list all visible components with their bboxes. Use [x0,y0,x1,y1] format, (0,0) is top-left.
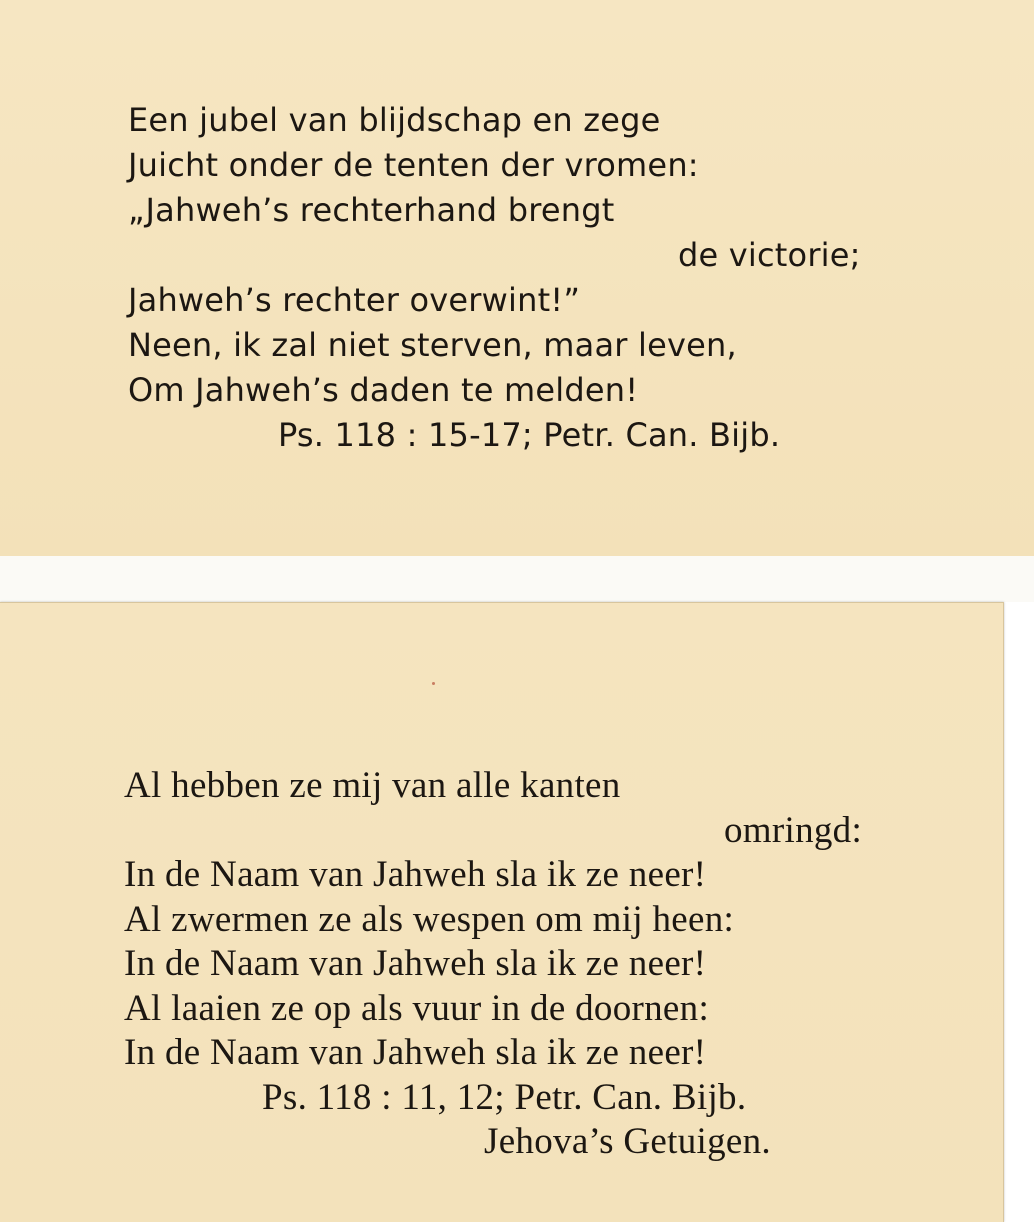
poem-line-indented: omringd: [724,809,863,851]
poem-line: Al laaien ze op als vuur in de doornen: [124,987,710,1029]
poem-line: Al hebben ze mij van alle kanten [124,765,621,806]
paper-speck [432,682,435,685]
top-poem [128,98,861,458]
bottom-poem [124,764,862,1165]
poem-line: Neen, ik zal niet sterven, maar leven, [128,326,737,364]
card-gap [0,556,1034,602]
poem-line-indented: de victorie; [678,236,861,274]
poem-line: „Jahweh’s rechterhand brengt [128,191,615,229]
signature-line: Jehova’s Getuigen. [484,1121,771,1162]
poem-line: In de Naam van Jahweh sla ik ze neer! [124,1032,707,1073]
poem-line: Jahweh’s rechter overwint!” [128,281,581,319]
poem-line: Juicht onder de tenten der vromen: [128,146,699,184]
poem-line: Al zwermen ze als wespen om mij heen: [124,898,735,940]
poem-line: Een jubel van blijdschap en zege [128,101,661,139]
poem-line: In de Naam van Jahweh sla ik ze neer! [124,943,707,984]
poem-line: Om Jahweh’s daden te melden! [128,371,639,409]
scripture-reference: Ps. 118 : 11, 12; Petr. Can. Bijb. [262,1076,747,1118]
poem-line: In de Naam van Jahweh sla ik ze neer! [124,854,707,895]
scripture-reference: Ps. 118 : 15-17; Petr. Can. Bijb. [278,416,781,454]
